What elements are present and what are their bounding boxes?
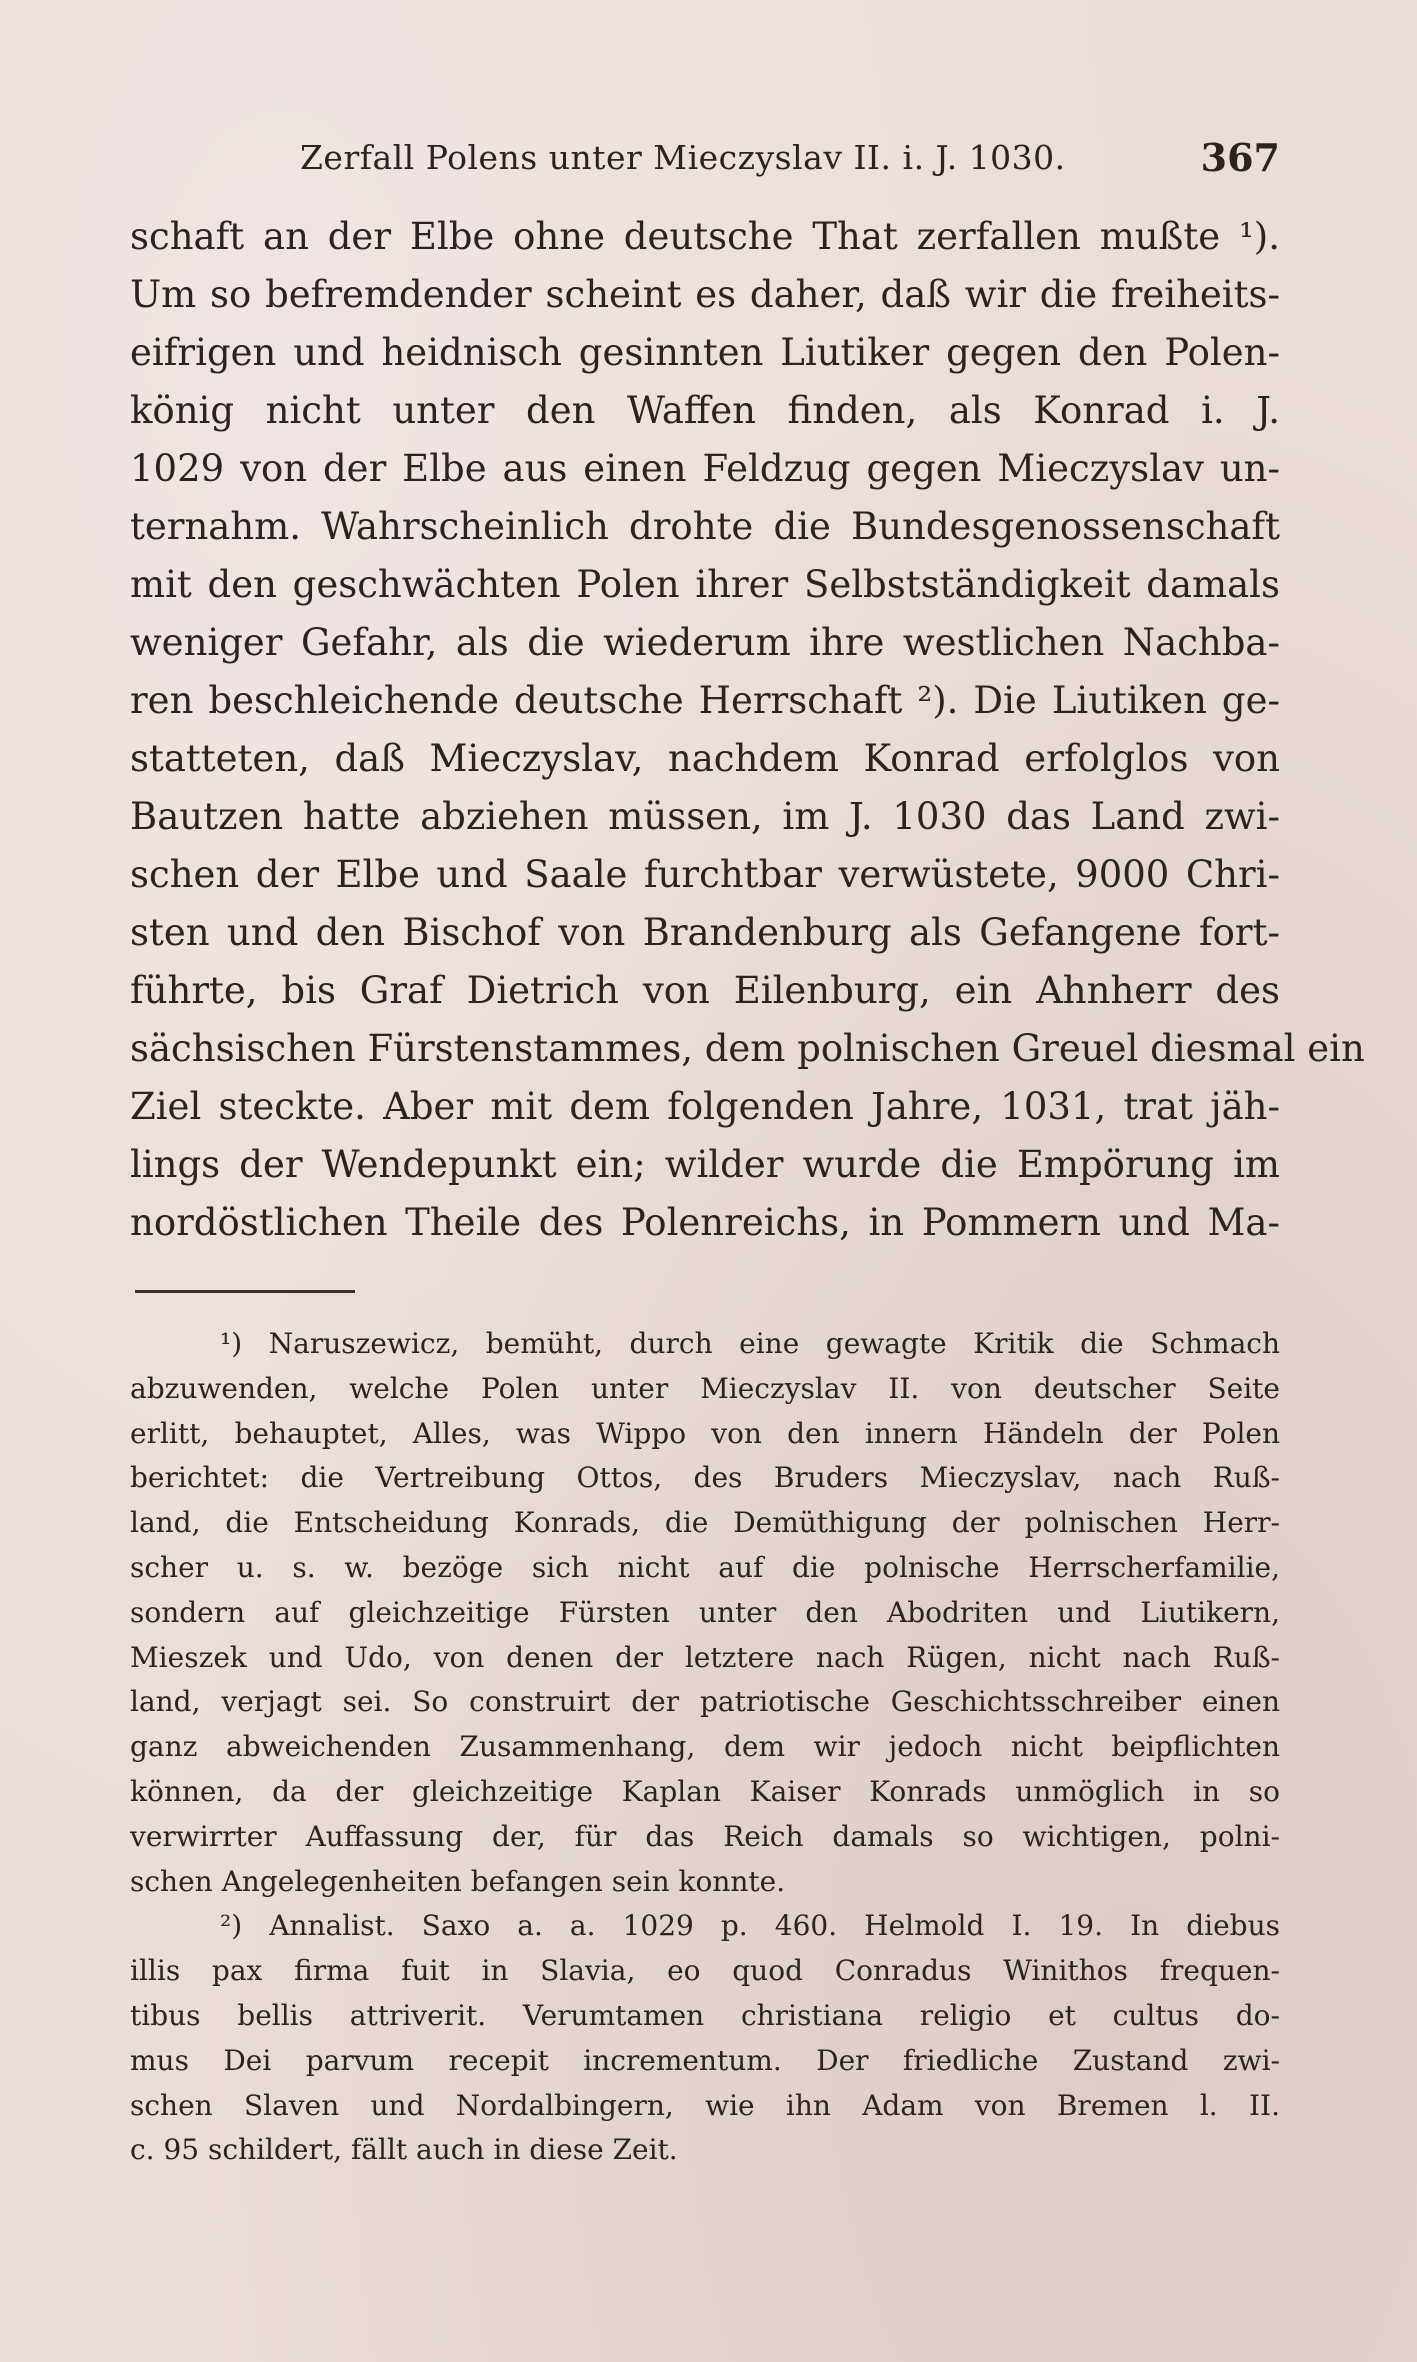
page-header bbox=[300, 128, 1280, 188]
running-title: Zerfall Polens unter Mieczyslav II. i. J. 1030. bbox=[300, 138, 1066, 177]
text-line: sten und den Bischof von Brandenburg als Gefangene fort- bbox=[130, 911, 1280, 954]
footnote-line: sondern auf gleichzeitige Fürsten unter den Abodriten und Liutikern, bbox=[130, 1595, 1280, 1629]
footnotes bbox=[130, 1322, 1280, 2173]
text-line: 1029 von der Elbe aus einen Feldzug gegen Mieczyslav un- bbox=[130, 447, 1280, 490]
main-text bbox=[130, 208, 1365, 1252]
text-line: schaft an der Elbe ohne deutsche That zerfallen mußte ¹). bbox=[130, 215, 1280, 258]
footnote-line: Mieszek und Udo, von denen der letztere nach Rügen, nicht nach Ruß- bbox=[130, 1640, 1280, 1674]
text-line: sächsischen Fürstenstammes, dem polnischen Greuel diesmal ein bbox=[130, 1027, 1365, 1070]
footnote-line: können, da der gleichzeitige Kaplan Kaiser Konrads unmöglich in so bbox=[130, 1774, 1280, 1808]
footnote-line: schen Slaven und Nordalbingern, wie ihn Adam von Bremen l. II. bbox=[130, 2088, 1280, 2122]
footnote-line: c. 95 schildert, fällt auch in diese Zeit. bbox=[130, 2133, 678, 2167]
page-number: 367 bbox=[1200, 135, 1280, 180]
text-line: mit den geschwächten Polen ihrer Selbstständigkeit damals bbox=[130, 563, 1280, 606]
text-line: führte, bis Graf Dietrich von Eilenburg, ein Ahnherr des bbox=[130, 969, 1280, 1012]
footnote-line: erlitt, behauptet, Alles, was Wippo von den innern Händeln der Polen bbox=[130, 1416, 1280, 1450]
text-line: ren beschleichende deutsche Herrschaft ²). Die Liutiken ge- bbox=[130, 679, 1280, 722]
footnote-line: ²) Annalist. Saxo a. a. 1029 p. 460. Helmold I. 19. In diebus bbox=[220, 1909, 1280, 1943]
footnote-line: abzuwenden, welche Polen unter Mieczyslav II. von deutscher Seite bbox=[130, 1371, 1280, 1405]
footnote-line: ¹) Naruszewicz, bemüht, durch eine gewagte Kritik die Schmach bbox=[220, 1327, 1280, 1360]
footnote-line: verwirrter Auffassung der, für das Reich damals so wichtigen, polni- bbox=[130, 1819, 1280, 1853]
footnote-line: land, die Entscheidung Konrads, die Demüthigung der polnischen Herr- bbox=[130, 1506, 1280, 1540]
text-line: ternahm. Wahrscheinlich drohte die Bundesgenossenschaft bbox=[130, 505, 1280, 548]
footnote-line: schen Angelegenheiten befangen sein konnte. bbox=[130, 1864, 786, 1898]
text-line: statteten, daß Mieczyslav, nachdem Konrad erfolglos von bbox=[130, 737, 1280, 780]
text-line: lings der Wendepunkt ein; wilder wurde die Empörung im bbox=[130, 1143, 1280, 1186]
text-line: eifrigen und heidnisch gesinnten Liutiker gegen den Polen- bbox=[130, 331, 1280, 374]
footnote-line: scher u. s. w. bezöge sich nicht auf die polnische Herrscherfamilie, bbox=[130, 1550, 1280, 1584]
footnote-line: berichtet: die Vertreibung Ottos, des Bruders Mieczyslav, nach Ruß- bbox=[130, 1461, 1280, 1495]
footnote-line: illis pax firma fuit in Slavia, eo quod Conradus Winithos frequen- bbox=[130, 1954, 1280, 1988]
footnote-line: mus Dei parvum recepit incrementum. Der friedliche Zustand zwi- bbox=[130, 2043, 1280, 2077]
text-line: Ziel steckte. Aber mit dem folgenden Jahre, 1031, trat jäh- bbox=[130, 1085, 1280, 1128]
text-line: weniger Gefahr, als die wiederum ihre westlichen Nachba- bbox=[130, 621, 1280, 664]
text-line: Um so befremdender scheint es daher, daß wir die freiheits- bbox=[130, 273, 1280, 316]
text-line: Bautzen hatte abziehen müssen, im J. 1030 das Land zwi- bbox=[130, 795, 1280, 838]
text-line: nordöstlichen Theile des Polenreichs, in Pommern und Ma- bbox=[130, 1201, 1280, 1244]
text-line: könig nicht unter den Waffen finden, als Konrad i. J. bbox=[130, 389, 1280, 432]
text-line: schen der Elbe und Saale furchtbar verwüstete, 9000 Chri- bbox=[130, 853, 1280, 896]
footnote-line: ganz abweichenden Zusammenhang, dem wir jedoch nicht beipflichten bbox=[130, 1730, 1280, 1764]
footnote-line: tibus bellis attriverit. Verumtamen christiana religio et cultus do- bbox=[130, 1998, 1280, 2032]
footnote-divider bbox=[135, 1290, 355, 1293]
footnote-line: land, verjagt sei. So construirt der patriotische Geschichtsschreiber einen bbox=[130, 1685, 1280, 1719]
